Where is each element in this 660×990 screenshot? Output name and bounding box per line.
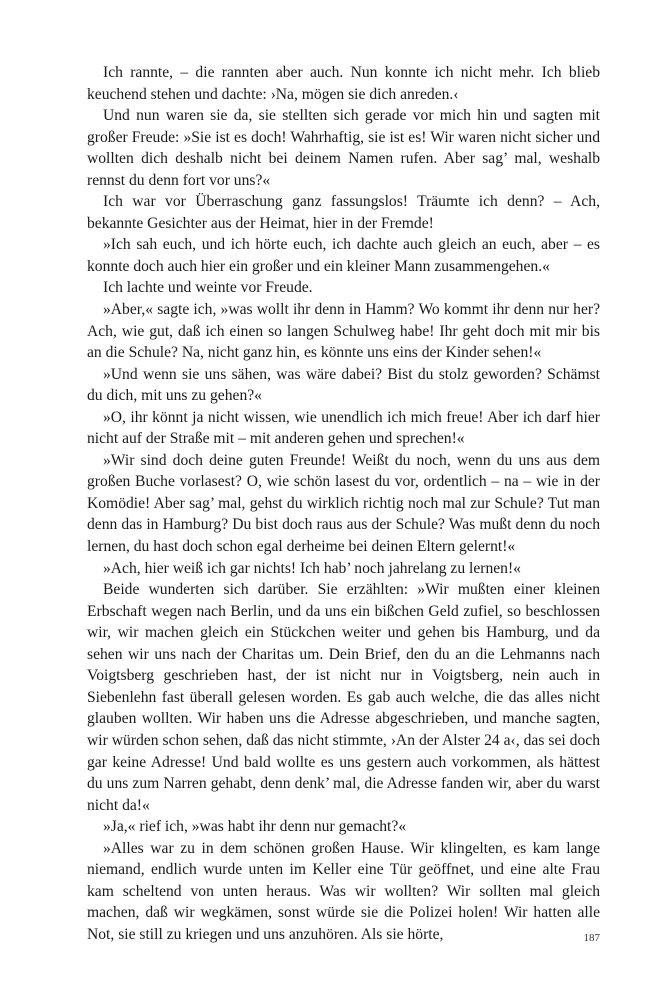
paragraph: »Ach, hier weiß ich gar nichts! Ich hab’ noch jahrelang zu lernen!« [103, 559, 521, 577]
paragraph: »Aber,« sagte ich, »was wollt ihr denn in Hamm? Wo kommt ihr denn nur her? Ach, wie gut, daß ich einen so langen Schulweg habe! Ihr geht doch mit mir bis an die Schule? Na, nicht ganz hin, es könnte uns eins der Kinder sehen!« [87, 301, 600, 362]
paragraph: »Ja,« rief ich, »was habt ihr denn nur gemacht?« [103, 818, 407, 836]
paragraph: Und nun waren sie da, sie stellten sich gerade vor mich hin und sagten mit großer Freude: »Sie ist es doch! Wahrhaftig, sie ist es! Wir waren nicht sicher und wollten dich deshalb nicht bei deinem Namen rufen. Aber sag’ mal, weshalb rennst du denn fort vor uns?« [87, 107, 600, 189]
paragraph: »Alles war zu in dem schönen großen Hause. Wir klingelten, es kam lange niemand, endlich wurde unten im Keller eine Tür geöffnet, und eine alte Frau kam scheltend von unten heraus. Was wir wollten? Wir sollten mal gleich machen, daß wir wegkämen, sonst würde sie die Polizei holen! Wir hatten alle Not, sie still zu kriegen und uns anzuhören. Als sie hörte, [87, 839, 600, 943]
paragraph: Ich rannte, – die rannten aber auch. Nun konnte ich nicht mehr. Ich blieb keuchend stehen und dachte: ›Na, mögen sie dich anreden.‹ [87, 64, 600, 103]
paragraph: »Ich sah euch, und ich hörte euch, ich dachte auch gleich an euch, aber – es konnte doch auch hier ein großer und ein kleiner Mann zusammengehen.« [87, 236, 600, 275]
paragraph: »Wir sind doch deine guten Freunde! Weißt du noch, wenn du uns aus dem großen Buche vorlasest? O, wie schön lasest du vor, ordentlich – na – wie in der Komödie! Aber sag’ mal, gehst du wirklich richtig noch mal zur Schule? Tut man denn das in Hamburg? Du bist doch raus aus der Schule? Was mußt denn du noch lernen, du hast doch schon egal derheime bei deinen Eltern gelernt!« [87, 451, 600, 556]
body-text [87, 62, 600, 945]
paragraph: Ich lachte und weinte vor Freude. [103, 279, 313, 297]
page-number: 187 [583, 932, 600, 944]
paragraph: Ich war vor Überraschung ganz fassungslos! Träumte ich denn? – Ach, bekannte Gesichter aus der Heimat, hier in der Fremde! [87, 193, 600, 232]
paragraph: »Und wenn sie uns sähen, was wäre dabei? Bist du stolz geworden? Schämst du dich, mit uns zu gehen?« [87, 365, 600, 405]
paragraph: Beide wunderten sich darüber. Sie erzählten: »Wir mußten einer kleinen Erbschaft wegen nach Berlin, und da uns ein bißchen Geld zufiel, so beschlossen wir, wir machen gleich ein Stückchen weiter und gehen bis Hamburg, und da sehen wir uns nach der Charitas um. Dein Brief, den du an die Lehmanns nach Voigtsberg geschrieben hast, der ist nicht nur in Voigtsberg, nein auch in Siebenlehn fast überall gelesen worden. Es gab auch welche, die das alles nicht glauben wollten. Wir haben uns die Adresse abgeschrieben, und manche sagten, wir würden schon sehen, daß das nicht stimmte, ›An der Alster 24 a‹, das sei doch gar keine Adresse! Und bald wollte es uns gestern auch vorkommen, als hättest du uns zum Narren gehabt, denn denk’ mal, die Adresse fanden wir, aber du warst nicht da!« [87, 581, 600, 814]
paragraph: »O, ihr könnt ja nicht wissen, wie unendlich ich mich freue! Aber ich darf hier nicht auf der Straße mit – mit anderen gehen und sprechen!« [87, 408, 600, 448]
